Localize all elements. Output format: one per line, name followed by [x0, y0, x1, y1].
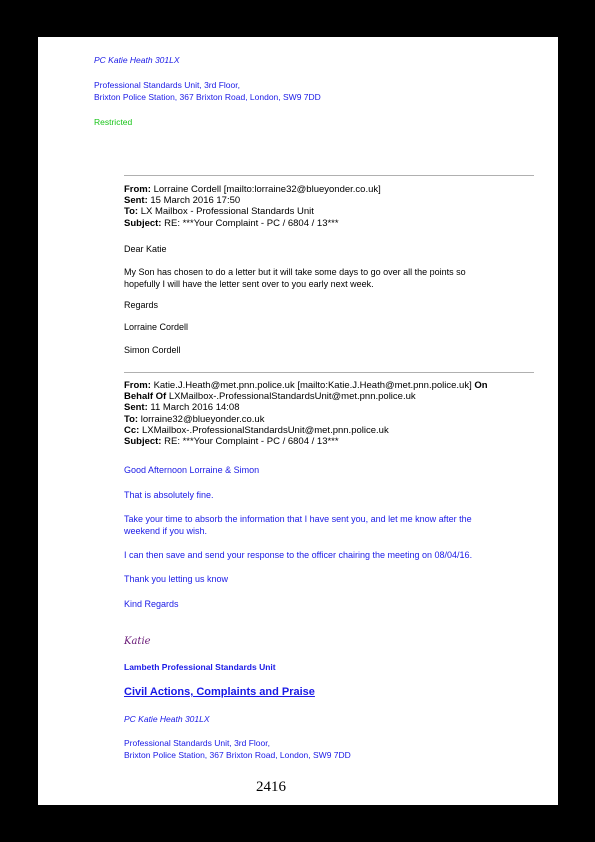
- civil-actions-link[interactable]: Civil Actions, Complaints and Praise: [124, 686, 315, 698]
- email2-to-row: To: lorraine32@blueyonder.co.uk: [124, 413, 265, 425]
- email2-header: [124, 380, 488, 447]
- email1-signer1: Lorraine Cordell: [124, 322, 189, 332]
- email2-from[interactable]: Katie.J.Heath@met.pnn.police.uk [mailto:Katie.J.Heath@met.pnn.police.uk]: [153, 380, 472, 391]
- email1-from-row: From: Lorraine Cordell [mailto:lorraine32@blueyonder.co.uk]: [124, 184, 381, 195]
- sender-name: PC Katie Heath 301LX: [94, 55, 180, 65]
- email2-para3: I can then save and send your response to the officer chairing the meeting on 08/04/16.: [124, 550, 473, 560]
- email1-from[interactable]: Lorraine Cordell [mailto:lorraine32@blueyonder.co.uk]: [153, 184, 381, 195]
- email2-from-row: From: Katie.J.Heath@met.pnn.police.uk [mailto:Katie.J.Heath@met.pnn.police.uk] On: [124, 380, 488, 391]
- email2-para2-line1: Take your time to absorb the information that I have sent you, and let me know after the: [124, 514, 472, 524]
- email1-signer2: Simon Cordell: [124, 345, 181, 355]
- classification-label: Restricted: [94, 117, 133, 127]
- email1-signoff: Regards: [124, 300, 159, 310]
- email2-behalf-row: Behalf Of LXMailbox-.ProfessionalStandardsUnit@met.pnn.police.uk: [124, 391, 416, 403]
- email-divider: [124, 175, 534, 176]
- sender-address-line1: Professional Standards Unit, 3rd Floor,: [94, 80, 240, 90]
- email2-signoff: Kind Regards: [124, 599, 179, 609]
- email2-cc-row: Cc: LXMailbox-.ProfessionalStandardsUnit@met.pnn.police.uk: [124, 424, 389, 436]
- email-divider: [124, 372, 534, 373]
- email1-sent-row: Sent: 15 March 2016 17:50: [124, 195, 241, 207]
- email2-para4: Thank you letting us know: [124, 574, 229, 584]
- email2-sent-row: Sent: 11 March 2016 14:08: [124, 402, 240, 414]
- handwritten-signature: Katie: [124, 636, 151, 647]
- unit-name: Lambeth Professional Standards Unit: [124, 662, 276, 672]
- email2-para2-line2: weekend if you wish.: [124, 526, 208, 536]
- signature-address-line1: Professional Standards Unit, 3rd Floor,: [124, 738, 270, 748]
- email1-body-line1: My Son has chosen to do a letter but it will take some days to go over all the points so: [124, 267, 466, 277]
- email2-greeting: Good Afternoon Lorraine & Simon: [124, 465, 260, 475]
- email1-to-row: To: LX Mailbox - Professional Standards Unit: [124, 206, 314, 218]
- email1-subject-row: Subject: RE: ***Your Complaint - PC / 6804 / 13***: [124, 217, 339, 229]
- signature-name: PC Katie Heath 301LX: [124, 714, 210, 724]
- email1-greeting: Dear Katie: [124, 244, 167, 254]
- email1-header: [124, 184, 381, 229]
- page-number: 2416: [256, 779, 286, 795]
- signature-address-line2: Brixton Police Station, 367 Brixton Road, London, SW9 7DD: [124, 750, 351, 760]
- email2-para1: That is absolutely fine.: [124, 490, 214, 500]
- email1-body-line2: hopefully I will have the letter sent over to you early next week.: [124, 279, 374, 289]
- email2-subject-row: Subject: RE: ***Your Complaint - PC / 6804 / 13***: [124, 436, 339, 448]
- document-page: [38, 37, 558, 805]
- sender-address-line2: Brixton Police Station, 367 Brixton Road, London, SW9 7DD: [94, 92, 321, 102]
